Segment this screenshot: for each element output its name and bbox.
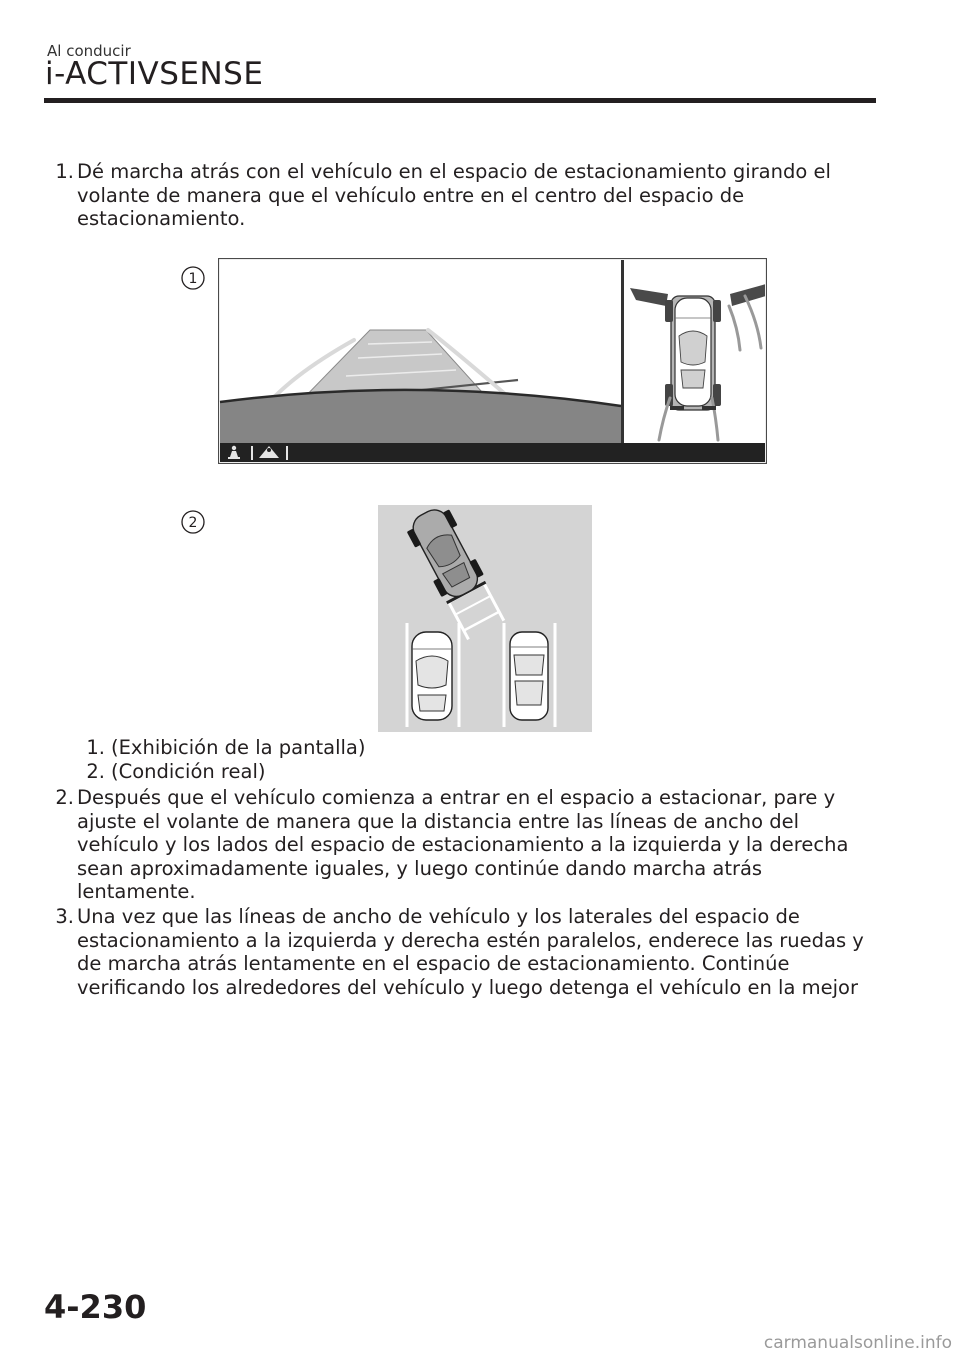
step-2-text: Después que el vehículo comienza a entrar en el espacio a estacionar, pare y ajuste el volante de manera que la distancia entre las líneas de ancho del vehículo y los lados del espacio de estacionamiento a la izquierda y la derecha sean aproximadamente iguales, y luego continúe dando marcha atrás lentamente. [77,786,849,903]
header-rule [44,98,876,103]
caption-2-number: 2. [86,760,105,783]
step-3-text: Una vez que las líneas de ancho de vehículo y los laterales del espacio de estacionamiento a la izquierda y derecha estén paralelos, enderece las ruedas y de marcha atrás lentamente en el espacio de estacionamiento. Continúe verificando los alrededores del vehículo y luego detenga el vehículo en la mejor [77,905,864,999]
chapter-title: i-ACTIVSENSE [45,56,264,92]
section-label: Al conducir [47,42,131,60]
rear-camera-view [220,260,621,443]
caption-1-number: 1. [86,736,105,759]
step-3-number: 3. [55,905,74,928]
step-1-number: 1. [55,160,74,183]
top-view [624,260,766,443]
callout-marker-1 [178,263,208,293]
step-1 [44,160,874,231]
step-2 [44,786,874,904]
screen-display-figure [218,258,767,464]
real-condition-figure [378,505,592,732]
marker-2-label: 2 [188,515,198,531]
step-3 [44,905,874,999]
callout-marker-2 [178,507,208,537]
marker-1-label: 1 [188,271,198,287]
caption-1 [75,736,365,760]
parked-car-right [510,632,548,720]
parked-car-left [412,632,452,720]
step-2-number: 2. [55,786,74,809]
step-1-text: Dé marcha atrás con el vehículo en el espacio de estacionamiento girando el volante de manera que el vehículo entre en el centro del espacio de estacionamiento. [77,160,831,230]
caption-2-text: (Condición real) [111,760,266,783]
caption-2 [75,760,266,784]
watermark: carmanualsonline.info [763,1333,952,1353]
page-number: 4-230 [44,1288,147,1326]
caption-1-text: (Exhibición de la pantalla) [111,736,366,759]
